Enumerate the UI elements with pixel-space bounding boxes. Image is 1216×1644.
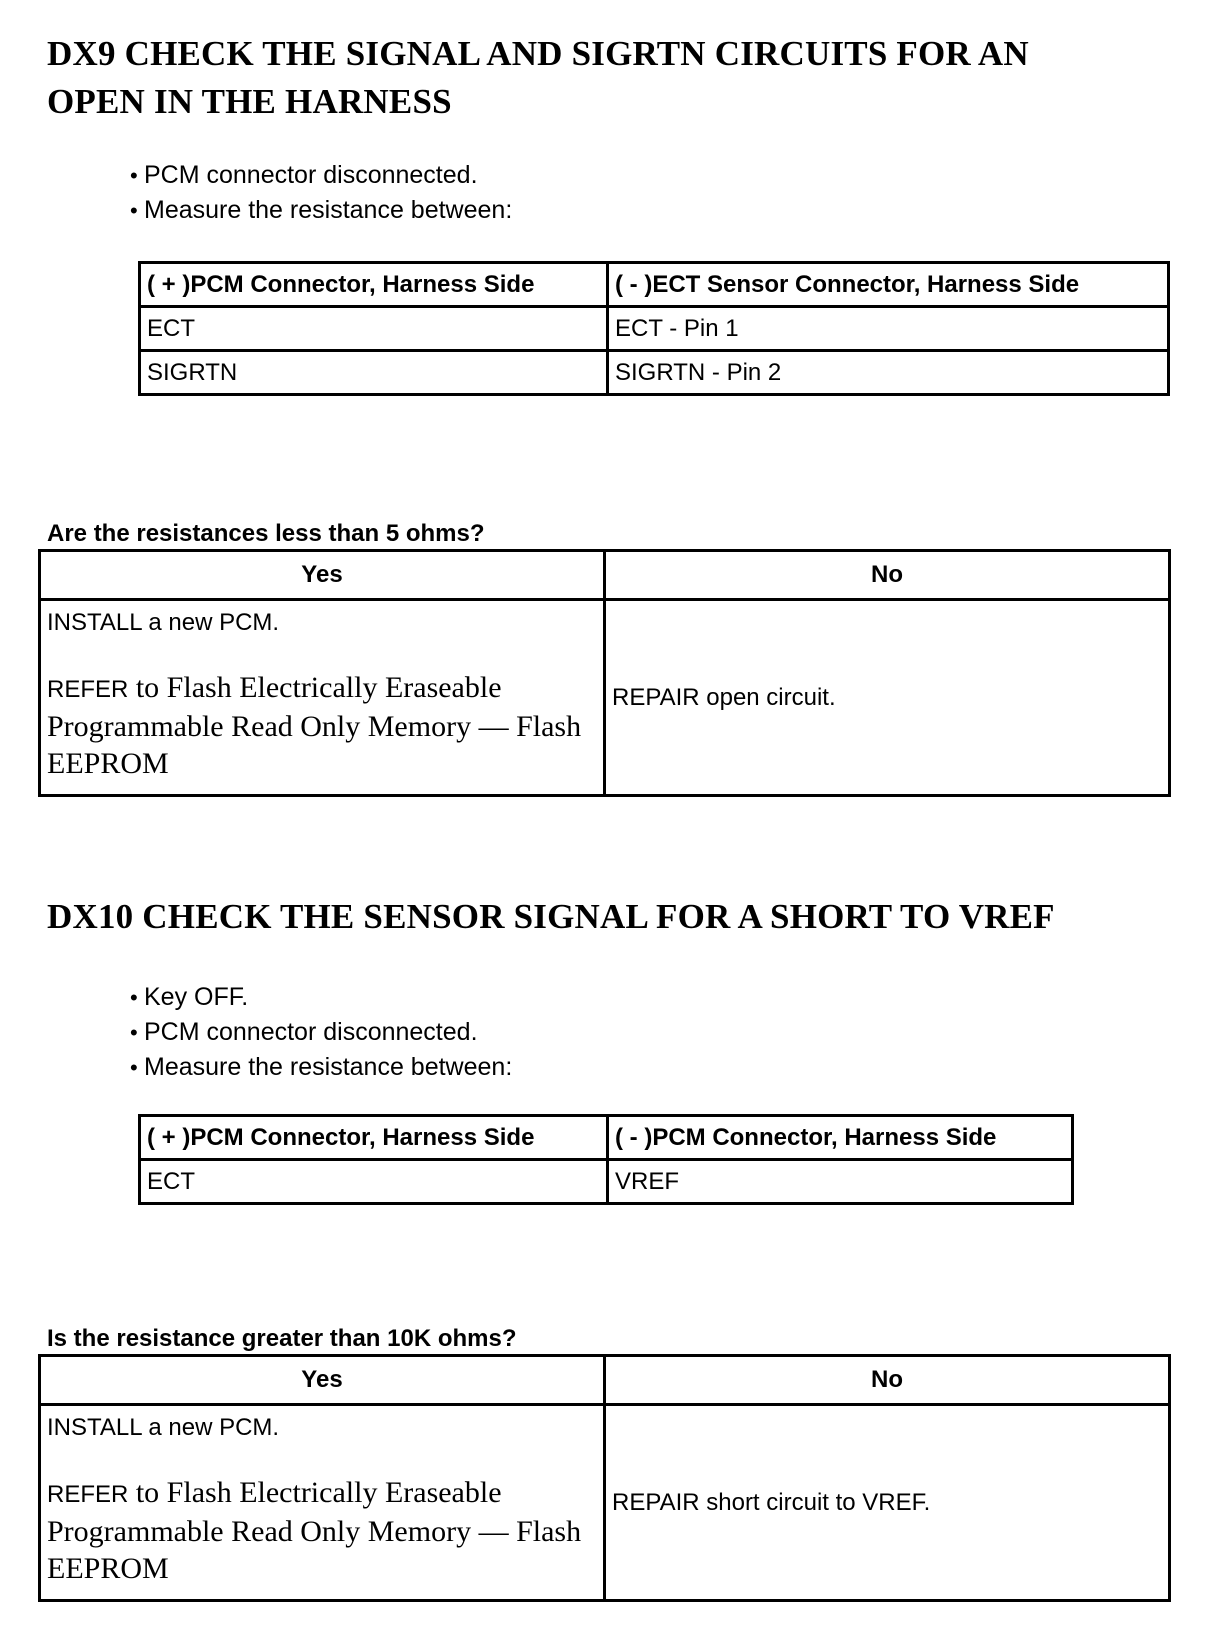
list-item: • PCM connector disconnected. [130, 158, 512, 193]
table-row [140, 307, 1169, 351]
dx10-question: Is the resistance greater than 10K ohms? [47, 1325, 517, 1352]
list-item: • Measure the resistance between: [130, 193, 512, 228]
yes-action: INSTALL a new PCM. [47, 1414, 280, 1441]
table-cell: ECT [140, 307, 608, 351]
list-item: • Key OFF. [130, 980, 512, 1015]
column-header: ( - )PCM Connector, Harness Side [608, 1116, 1073, 1160]
dx10-title: DX10 CHECK THE SENSOR SIGNAL FOR A SHORT TO VREF [47, 897, 1055, 936]
no-action: REPAIR open circuit. [612, 683, 836, 711]
yes-cell [40, 600, 605, 796]
dx9-title-line2: OPEN IN THE HARNESS [47, 82, 452, 121]
dx9-measure-table [138, 261, 1170, 396]
table-header-row [140, 1116, 1073, 1160]
table-cell: SIGRTN [140, 351, 608, 395]
column-header: ( + )PCM Connector, Harness Side [140, 263, 608, 307]
table-cell: ECT - Pin 1 [608, 307, 1169, 351]
no-header: No [605, 551, 1170, 600]
column-header: ( - )ECT Sensor Connector, Harness Side [608, 263, 1169, 307]
yes-cell [40, 1405, 605, 1601]
refer-text [47, 669, 597, 782]
no-cell [605, 1405, 1170, 1601]
table-row [40, 1405, 1170, 1601]
yes-action: INSTALL a new PCM. [47, 609, 280, 636]
dx9-decision-table [38, 549, 1171, 797]
no-header: No [605, 1356, 1170, 1405]
dx10-measure-table [138, 1114, 1074, 1205]
dx9-question: Are the resistances less than 5 ohms? [47, 520, 485, 547]
table-header-row [140, 263, 1169, 307]
dx9-title-line1: DX9 CHECK THE SIGNAL AND SIGRTN CIRCUITS FOR AN [47, 34, 1029, 73]
table-row [140, 1160, 1073, 1204]
yes-header: Yes [40, 551, 605, 600]
table-cell: SIGRTN - Pin 2 [608, 351, 1169, 395]
table-row [140, 351, 1169, 395]
dx10-bullet-list [130, 980, 512, 1085]
column-header: ( + )PCM Connector, Harness Side [140, 1116, 608, 1160]
table-header-row [40, 1356, 1170, 1405]
no-action: REPAIR short circuit to VREF. [612, 1488, 931, 1516]
table-row [40, 600, 1170, 796]
dx9-bullet-list [130, 158, 512, 228]
table-header-row [40, 551, 1170, 600]
refer-link[interactable]: to Flash Electrically Eraseable Programmable Read Only Memory — Flash EEPROM [47, 1476, 582, 1585]
refer-verb: REFER [47, 1481, 129, 1508]
no-cell [605, 600, 1170, 796]
refer-text [47, 1474, 597, 1587]
list-item: • PCM connector disconnected. [130, 1015, 512, 1050]
list-item: • Measure the resistance between: [130, 1050, 512, 1085]
dx9-title [47, 30, 1207, 126]
table-cell: VREF [608, 1160, 1073, 1204]
dx10-decision-table [38, 1354, 1171, 1602]
refer-verb: REFER [47, 676, 129, 703]
table-cell: ECT [140, 1160, 608, 1204]
refer-link[interactable]: to Flash Electrically Eraseable Programmable Read Only Memory — Flash EEPROM [47, 671, 582, 780]
yes-header: Yes [40, 1356, 605, 1405]
